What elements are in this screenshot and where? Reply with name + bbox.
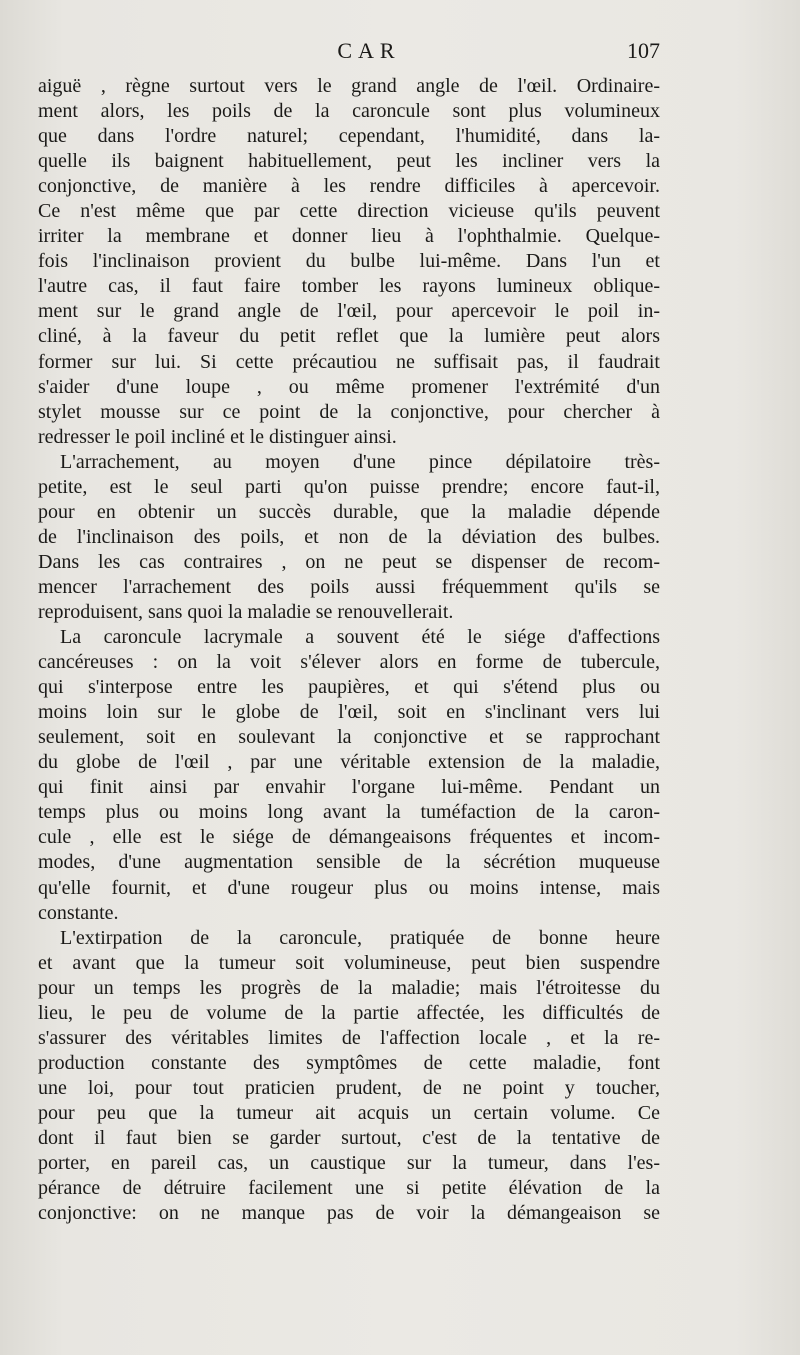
text-line: mencer l'arrachement des poils aussi fréquemment qu'ils se bbox=[38, 575, 660, 598]
text-line: s'assurer des véritables limites de l'affection locale , et la re- bbox=[38, 1026, 660, 1049]
text-line: l'autre cas, il faut faire tomber les rayons lumineux oblique- bbox=[38, 275, 660, 298]
text-line: pour un temps les progrès de la maladie; mais l'étroitesse du bbox=[38, 976, 660, 999]
text-line: Dans les cas contraires , on ne peut se dispenser de recom- bbox=[38, 550, 660, 573]
text-line: aiguë , règne surtout vers le grand angle de l'œil. Ordinaire- bbox=[38, 75, 660, 97]
text-line: ment alors, les poils de la caroncule sont plus volumineux bbox=[38, 100, 660, 123]
text-line: cliné, à la faveur du petit reflet que la lumière peut alors bbox=[38, 325, 660, 348]
text-line: quelle ils baignent habituellement, peut les incliner vers la bbox=[38, 150, 660, 173]
text-line: moins loin sur le globe de l'œil, soit en s'inclinant vers lui bbox=[38, 701, 660, 724]
text-line: qui s'interpose entre les paupières, et qui s'étend plus ou bbox=[38, 676, 660, 699]
text-line: de l'inclinaison des poils, et non de la déviation des bulbes. bbox=[38, 525, 660, 548]
running-head bbox=[38, 38, 660, 72]
text-line: irriter la membrane et donner lieu à l'ophthalmie. Quelque- bbox=[38, 225, 660, 248]
text-line: reproduisent, sans quoi la maladie se renouvellerait. bbox=[38, 600, 454, 623]
text-line: L'extirpation de la caroncule, pratiquée de bonne heure bbox=[60, 926, 660, 949]
text-line: redresser le poil incliné et le distinguer ainsi. bbox=[38, 425, 397, 448]
text-line: pour peu que la tumeur ait acquis un certain volume. Ce bbox=[38, 1101, 660, 1124]
text-line: pour en obtenir un succès durable, que la maladie dépende bbox=[38, 500, 660, 523]
body-text bbox=[38, 74, 660, 1226]
text-line: qui finit ainsi par envahir l'organe lui-même. Pendant un bbox=[38, 776, 660, 799]
text-line: Ce n'est même que par cette direction vicieuse qu'ils peuvent bbox=[38, 200, 660, 223]
text-line: du globe de l'œil , par une véritable extension de la maladie, bbox=[38, 751, 660, 774]
text-line: temps plus ou moins long avant la tuméfaction de la caron- bbox=[38, 801, 660, 824]
text-line: former sur lui. Si cette précautiou ne suffisait pas, il faudrait bbox=[38, 350, 660, 373]
text-line: pérance de détruire facilement une si petite élévation de la bbox=[38, 1177, 660, 1200]
text-line: cancéreuses : on la voit s'élever alors en forme de tubercule, bbox=[38, 651, 660, 674]
text-line: que dans l'ordre naturel; cependant, l'humidité, dans la- bbox=[38, 125, 660, 148]
text-line: cule , elle est le siége de démangeaisons fréquentes et incom- bbox=[38, 826, 660, 849]
text-line: seulement, soit en soulevant la conjonctive et se rapprochant bbox=[38, 726, 660, 749]
text-line: L'arrachement, au moyen d'une pince dépilatoire très- bbox=[60, 450, 660, 473]
text-line: et avant que la tumeur soit volumineuse, peut bien suspendre bbox=[38, 951, 660, 974]
running-title: CAR bbox=[337, 38, 401, 63]
text-line: modes, d'une augmentation sensible de la sécrétion muqueuse bbox=[38, 851, 660, 874]
text-line: stylet mousse sur ce point de la conjonctive, pour chercher à bbox=[38, 400, 660, 423]
text-line: petite, est le seul parti qu'on puisse prendre; encore faut-il, bbox=[38, 475, 660, 498]
text-line: constante. bbox=[38, 901, 119, 924]
text-line: fois l'inclinaison provient du bulbe lui-même. Dans l'un et bbox=[38, 250, 660, 273]
text-line: s'aider d'une loupe , ou même promener l'extrémité d'un bbox=[38, 375, 660, 398]
text-line: lieu, le peu de volume de la partie affectée, les difficultés de bbox=[38, 1001, 660, 1024]
text-line: porter, en pareil cas, un caustique sur la tumeur, dans l'es- bbox=[38, 1152, 660, 1175]
text-line: une loi, pour tout praticien prudent, de ne point y toucher, bbox=[38, 1076, 660, 1099]
text-line: dont il faut bien se garder surtout, c'est de la tentative de bbox=[38, 1126, 660, 1149]
text-line: conjonctive, de manière à les rendre difficiles à apercevoir. bbox=[38, 175, 660, 198]
text-line: production constante des symptômes de cette maladie, font bbox=[38, 1051, 660, 1074]
text-line: conjonctive: on ne manque pas de voir la démangeaison se bbox=[38, 1202, 660, 1225]
text-line: La caroncule lacrymale a souvent été le siége d'affections bbox=[60, 626, 660, 649]
text-line: ment sur le grand angle de l'œil, pour apercevoir le poil in- bbox=[38, 300, 660, 323]
text-line: qu'elle fournit, et d'une rougeur plus ou moins intense, mais bbox=[38, 876, 660, 899]
page-number: 107 bbox=[627, 38, 660, 63]
